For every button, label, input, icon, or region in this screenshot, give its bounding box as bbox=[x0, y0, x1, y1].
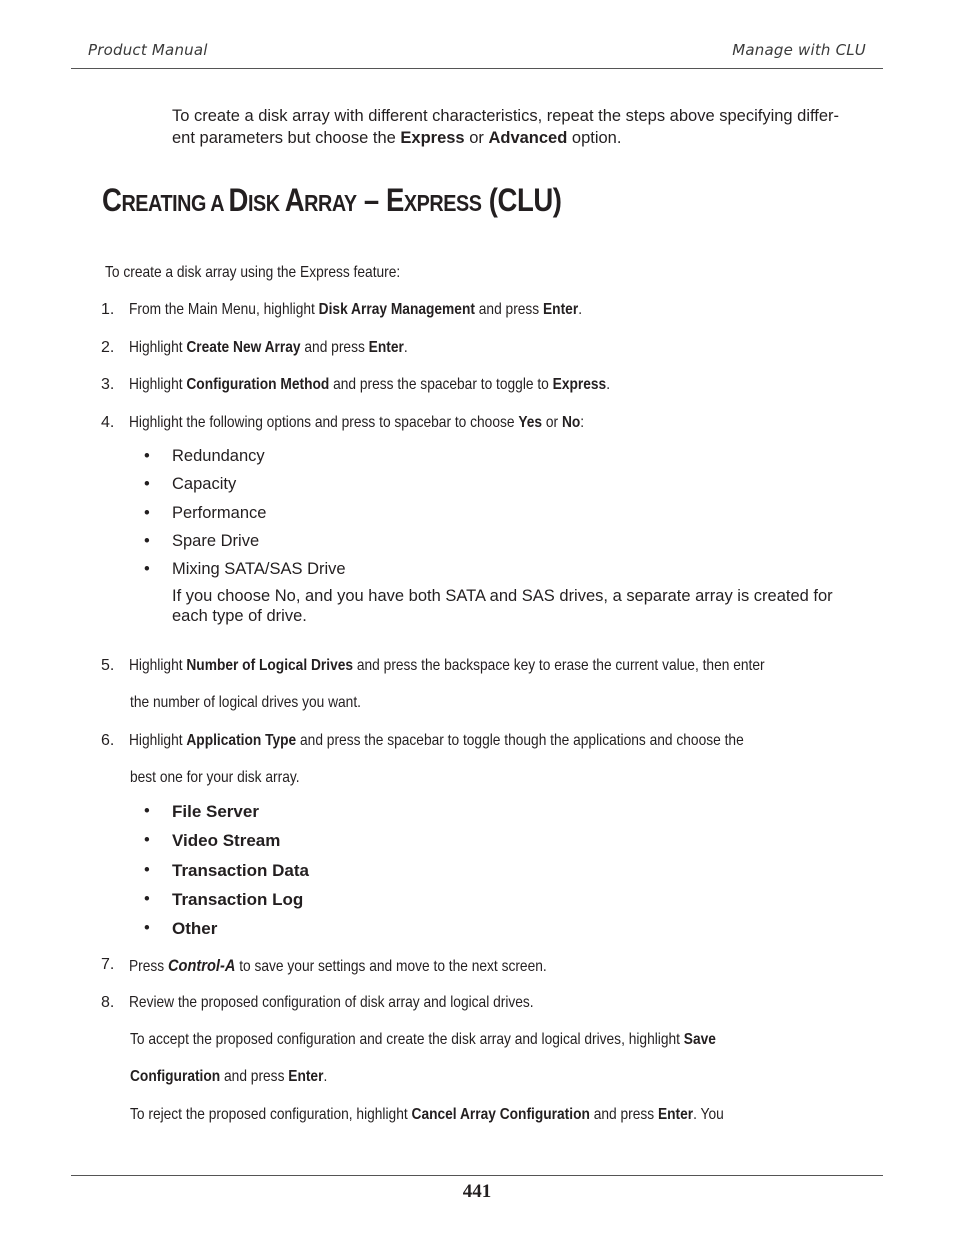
intro-text: ent parameters but choose the bbox=[172, 129, 401, 147]
intro-line1: To create a disk array with different characteristics, repeat the steps above specifying differ- bbox=[172, 107, 840, 125]
running-header-left: Product Manual bbox=[88, 41, 208, 59]
step-text: Highlight bbox=[129, 657, 187, 674]
step-number: 8. bbox=[101, 994, 115, 1011]
title-part: – bbox=[356, 182, 386, 218]
step-text: Review the proposed configuration of disk array and logical drives. bbox=[129, 994, 534, 1011]
title-part: RRAY bbox=[304, 190, 357, 216]
app-type-label: Transaction Data bbox=[172, 861, 309, 880]
step-text: and press bbox=[474, 301, 544, 318]
step-text: . bbox=[606, 376, 611, 393]
option-label: Redundancy bbox=[172, 447, 265, 465]
intro-express: Express bbox=[400, 129, 465, 147]
accept-text: and press bbox=[220, 1068, 289, 1085]
title-part: XPRESS bbox=[403, 190, 482, 216]
footer-rule bbox=[71, 1175, 883, 1176]
step-6-continuation: best one for your disk array. bbox=[130, 769, 300, 786]
bullet-icon: • bbox=[144, 475, 150, 493]
step-text: and press bbox=[300, 339, 369, 356]
step-text: and press the spacebar to toggle though the applications and choose the bbox=[296, 732, 744, 749]
intro-advanced: Advanced bbox=[488, 129, 568, 147]
step-text: Highlight bbox=[129, 376, 187, 393]
step-bold: Enter bbox=[368, 339, 404, 356]
lead-sentence: To create a disk array using the Express feature: bbox=[105, 264, 401, 281]
step-bold: Create New Array bbox=[186, 339, 301, 356]
step-text: . bbox=[578, 301, 583, 318]
option-label: Capacity bbox=[172, 475, 237, 493]
step-text: From the Main Menu, highlight bbox=[129, 301, 319, 318]
header-rule bbox=[71, 68, 883, 69]
intro-text: option. bbox=[567, 129, 622, 147]
step-number: 2. bbox=[101, 339, 115, 356]
step-text: : bbox=[580, 414, 585, 431]
step-bold: Express bbox=[552, 376, 607, 393]
bullet-icon: • bbox=[144, 890, 150, 908]
step-bold: Control-A bbox=[167, 956, 236, 975]
title-part: C bbox=[102, 182, 122, 218]
step-number: 1. bbox=[101, 301, 115, 318]
step-bold: No bbox=[561, 414, 581, 431]
reject-text: . You bbox=[693, 1106, 724, 1123]
step-text: and press the backspace key to erase the current value, then enter bbox=[353, 657, 765, 674]
step-text: Press bbox=[129, 958, 168, 975]
title-part: D bbox=[228, 182, 248, 218]
bullet-icon: • bbox=[144, 831, 150, 849]
step-number: 6. bbox=[101, 732, 115, 749]
title-part: E bbox=[385, 182, 404, 218]
reject-bold: Enter bbox=[657, 1106, 694, 1123]
title-part: REATING A bbox=[121, 190, 229, 216]
section-title bbox=[102, 182, 562, 219]
option-label: Spare Drive bbox=[172, 532, 260, 550]
step-text: Highlight bbox=[129, 339, 187, 356]
step-text: Highlight the following options and press to spacebar to choose bbox=[129, 414, 519, 431]
accept-paragraph-line1 bbox=[130, 1031, 716, 1049]
step-text: or bbox=[542, 414, 562, 431]
step-number: 3. bbox=[101, 376, 115, 393]
running-header-right: Manage with CLU bbox=[732, 41, 866, 59]
option-label: Mixing SATA/SAS Drive bbox=[172, 560, 346, 578]
step-5-continuation: the number of logical drives you want. bbox=[130, 694, 361, 711]
step-bold: Application Type bbox=[186, 732, 297, 749]
option-label: Performance bbox=[172, 504, 267, 522]
options-note: If you choose No, and you have both SATA and SAS drives, a separate array is created for each type of drive. bbox=[172, 587, 833, 625]
bullet-icon: • bbox=[144, 447, 150, 465]
intro-paragraph bbox=[172, 105, 872, 149]
step-bold: Number of Logical Drives bbox=[186, 657, 354, 674]
step-number: 4. bbox=[101, 414, 115, 431]
step-text: to save your settings and move to the next screen. bbox=[235, 958, 547, 975]
reject-text: and press bbox=[589, 1106, 658, 1123]
bullet-icon: • bbox=[144, 560, 150, 578]
step-bold: Yes bbox=[518, 414, 543, 431]
title-part: ISK bbox=[247, 190, 285, 216]
accept-text: To accept the proposed configuration and create the disk array and logical drives, highlight bbox=[130, 1031, 684, 1048]
page-number: 441 bbox=[462, 1181, 492, 1202]
step-bold: Enter bbox=[543, 301, 579, 318]
step-text: and press the spacebar to toggle to bbox=[329, 376, 553, 393]
app-type-label: Transaction Log bbox=[172, 890, 304, 909]
step-number: 5. bbox=[101, 657, 115, 674]
intro-text: or bbox=[464, 129, 489, 147]
accept-bold: Configuration bbox=[130, 1068, 221, 1085]
accept-paragraph-line2 bbox=[130, 1068, 327, 1086]
title-part: A bbox=[284, 182, 305, 218]
app-type-label: File Server bbox=[172, 802, 259, 821]
reject-bold: Cancel Array Configuration bbox=[411, 1106, 590, 1123]
bullet-icon: • bbox=[144, 532, 150, 550]
accept-bold: Enter bbox=[288, 1068, 324, 1085]
step-text: . bbox=[403, 339, 408, 356]
step-text: Highlight bbox=[129, 732, 187, 749]
reject-text: To reject the proposed configuration, highlight bbox=[130, 1106, 412, 1123]
accept-bold: Save bbox=[683, 1031, 716, 1048]
bullet-icon: • bbox=[144, 802, 150, 820]
step-bold: Configuration Method bbox=[186, 376, 330, 393]
app-type-label: Other bbox=[172, 919, 218, 938]
accept-text: . bbox=[323, 1068, 328, 1085]
bullet-icon: • bbox=[144, 504, 150, 522]
bullet-icon: • bbox=[144, 919, 150, 937]
title-part: (CLU) bbox=[481, 182, 562, 218]
bullet-icon: • bbox=[144, 861, 150, 879]
reject-paragraph bbox=[130, 1106, 724, 1124]
step-number: 7. bbox=[101, 956, 115, 973]
app-type-label: Video Stream bbox=[172, 831, 281, 850]
step-bold: Disk Array Management bbox=[318, 301, 475, 318]
